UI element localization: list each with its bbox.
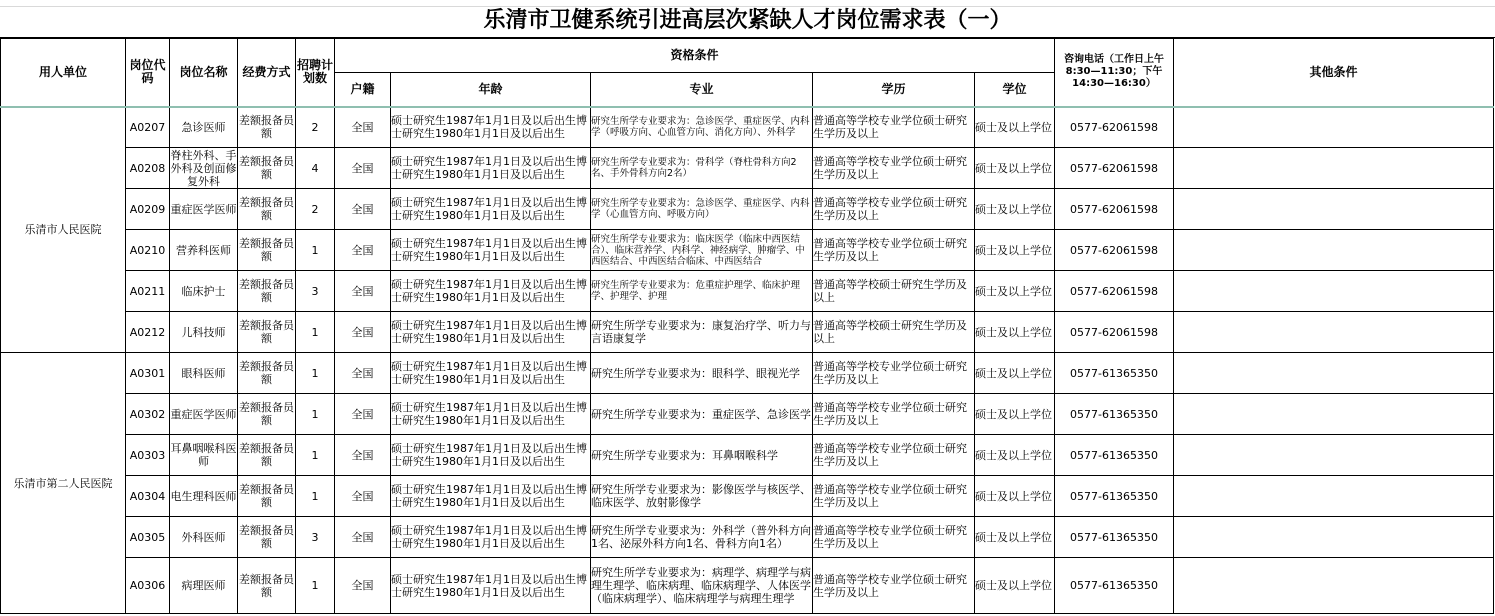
table-row xyxy=(1,435,1494,476)
cell-hukou: 全国 xyxy=(335,148,391,189)
cell-phone: 0577-62061598 xyxy=(1055,107,1174,148)
cell-post: 营养科医师 xyxy=(170,230,238,271)
table-row xyxy=(1,517,1494,558)
cell-age: 硕士研究生1987年1月1日及以后出生博士研究生1980年1月1日及以后出生 xyxy=(391,148,591,189)
header-education: 学历 xyxy=(813,73,975,107)
cell-other xyxy=(1174,148,1494,189)
cell-major: 研究生所学专业要求为：影像医学与核医学、临床医学、放射影像学 xyxy=(591,476,813,517)
cell-hukou: 全国 xyxy=(335,558,391,614)
cell-age: 硕士研究生1987年1月1日及以后出生博士研究生1980年1月1日及以后出生 xyxy=(391,476,591,517)
cell-funding: 差额报备员额 xyxy=(238,271,296,312)
cell-phone: 0577-62061598 xyxy=(1055,312,1174,353)
table-row xyxy=(1,476,1494,517)
cell-degree: 硕士及以上学位 xyxy=(975,476,1055,517)
cell-education: 普通高等学校专业学位硕士研究生学历及以上 xyxy=(813,107,975,148)
cell-age: 硕士研究生1987年1月1日及以后出生博士研究生1980年1月1日及以后出生 xyxy=(391,312,591,353)
cell-post: 脊柱外科、手外科及创面修复外科 xyxy=(170,148,237,188)
cell-education: 普通高等学校硕士研究生学历及以上 xyxy=(813,271,975,312)
cell-post: 眼科医师 xyxy=(170,353,238,394)
cell-major: 研究生所学专业要求为：外科学（普外科方向1名、泌尿外科方向1名、骨科方向1名） xyxy=(591,517,813,558)
cell-age: 硕士研究生1987年1月1日及以后出生博士研究生1980年1月1日及以后出生 xyxy=(391,558,591,614)
cell-degree: 硕士及以上学位 xyxy=(975,148,1055,189)
cell-funding: 差额报备员额 xyxy=(238,312,296,353)
cell-major: 研究生所学专业要求为：眼科学、眼视光学 xyxy=(591,353,813,394)
cell-hukou: 全国 xyxy=(335,230,391,271)
cell-age: 硕士研究生1987年1月1日及以后出生博士研究生1980年1月1日及以后出生 xyxy=(391,271,591,312)
table-row xyxy=(1,107,1494,148)
cell-other xyxy=(1174,189,1494,230)
cell-other xyxy=(1174,353,1494,394)
header-plan: 招聘计划数 xyxy=(296,39,335,107)
cell-funding: 差额报备员额 xyxy=(238,230,296,271)
cell-post: 临床护士 xyxy=(170,271,238,312)
cell-hukou: 全国 xyxy=(335,271,391,312)
cell-phone: 0577-61365350 xyxy=(1055,435,1174,476)
cell-hukou: 全国 xyxy=(335,517,391,558)
cell-education: 普通高等学校硕士研究生学历及以上 xyxy=(813,312,975,353)
cell-plan: 4 xyxy=(296,148,335,189)
cell-education: 普通高等学校专业学位硕士研究生学历及以上 xyxy=(813,435,975,476)
page-title: 乐清市卫健系统引进高层次紧缺人才岗位需求表（一） xyxy=(0,0,1495,38)
header-phone: 咨询电话（工作日上午8:30—11:30；下午14:30—16:30） xyxy=(1055,39,1174,107)
cell-plan: 1 xyxy=(296,394,335,435)
cell-education: 普通高等学校专业学位硕士研究生学历及以上 xyxy=(813,230,975,271)
header-funding: 经费方式 xyxy=(238,39,296,107)
cell-plan: 1 xyxy=(296,558,335,614)
cell-degree: 硕士及以上学位 xyxy=(975,271,1055,312)
header-post: 岗位名称 xyxy=(170,39,238,107)
cell-degree: 硕士及以上学位 xyxy=(975,517,1055,558)
header-hukou: 户籍 xyxy=(335,73,391,107)
cell-plan: 3 xyxy=(296,517,335,558)
cell-plan: 1 xyxy=(296,353,335,394)
table-row xyxy=(1,230,1494,271)
cell-education: 普通高等学校专业学位硕士研究生学历及以上 xyxy=(813,353,975,394)
cell-age: 硕士研究生1987年1月1日及以后出生博士研究生1980年1月1日及以后出生 xyxy=(391,394,591,435)
cell-phone: 0577-61365350 xyxy=(1055,476,1174,517)
cell-other xyxy=(1174,271,1494,312)
cell-major: 研究生所学专业要求为：骨科学（脊柱骨科方向2名、手外骨科方向2名） xyxy=(591,148,813,189)
cell-funding: 差额报备员额 xyxy=(238,394,296,435)
cell-other xyxy=(1174,230,1494,271)
cell-degree: 硕士及以上学位 xyxy=(975,312,1055,353)
cell-plan: 3 xyxy=(296,271,335,312)
cell-funding: 差额报备员额 xyxy=(238,517,296,558)
table-row xyxy=(1,394,1494,435)
cell-funding: 差额报备员额 xyxy=(238,353,296,394)
cell-code: A0212 xyxy=(126,312,170,353)
cell-age: 硕士研究生1987年1月1日及以后出生博士研究生1980年1月1日及以后出生 xyxy=(391,107,591,148)
cell-major: 研究生所学专业要求为：康复治疗学、听力与言语康复学 xyxy=(591,312,813,353)
cell-other xyxy=(1174,312,1494,353)
cell-other xyxy=(1174,476,1494,517)
cell-code: A0208 xyxy=(126,148,170,189)
table-row xyxy=(1,312,1494,353)
cell-post: 儿科技师 xyxy=(170,312,238,353)
table-row xyxy=(1,558,1494,614)
cell-hukou: 全国 xyxy=(335,353,391,394)
cell-degree: 硕士及以上学位 xyxy=(975,394,1055,435)
cell-funding: 差额报备员额 xyxy=(238,148,296,189)
cell-code: A0207 xyxy=(126,107,170,148)
cell-age: 硕士研究生1987年1月1日及以后出生博士研究生1980年1月1日及以后出生 xyxy=(391,435,591,476)
cell-degree: 硕士及以上学位 xyxy=(975,353,1055,394)
cell-funding: 差额报备员额 xyxy=(238,107,296,148)
cell-age: 硕士研究生1987年1月1日及以后出生博士研究生1980年1月1日及以后出生 xyxy=(391,189,591,230)
job-requirements-table xyxy=(0,38,1494,614)
cell-hukou: 全国 xyxy=(335,476,391,517)
cell-education: 普通高等学校专业学位硕士研究生学历及以上 xyxy=(813,476,975,517)
cell-plan: 1 xyxy=(296,435,335,476)
cell-phone: 0577-62061598 xyxy=(1055,230,1174,271)
header-unit: 用人单位 xyxy=(1,39,126,107)
cell-post: 病理医师 xyxy=(170,558,238,614)
unit-name: 乐清市第二人民医院 xyxy=(1,353,126,614)
header-qualifications: 资格条件 xyxy=(335,39,1055,73)
cell-phone: 0577-62061598 xyxy=(1055,148,1174,189)
table-body xyxy=(1,107,1494,614)
cell-hukou: 全国 xyxy=(335,312,391,353)
table-row xyxy=(1,189,1494,230)
header-degree: 学位 xyxy=(975,73,1055,107)
cell-code: A0305 xyxy=(126,517,170,558)
cell-degree: 硕士及以上学位 xyxy=(975,230,1055,271)
cell-other xyxy=(1174,394,1494,435)
cell-major: 研究生所学专业要求为：急诊医学、重症医学、内科学（呼吸方向、心血管方向、消化方向）、外科学 xyxy=(591,107,813,148)
cell-post: 电生理科医师 xyxy=(170,476,238,517)
cell-code: A0302 xyxy=(126,394,170,435)
cell-age: 硕士研究生1987年1月1日及以后出生博士研究生1980年1月1日及以后出生 xyxy=(391,353,591,394)
cell-other xyxy=(1174,558,1494,614)
cell-education: 普通高等学校专业学位硕士研究生学历及以上 xyxy=(813,394,975,435)
cell-phone: 0577-62061598 xyxy=(1055,271,1174,312)
cell-degree: 硕士及以上学位 xyxy=(975,435,1055,476)
cell-plan: 1 xyxy=(296,230,335,271)
cell-major: 研究生所学专业要求为：病理学、病理学与病理生理学、临床病理、临床病理学、人体医学（临床病理学）、临床病理学与病理生理学 xyxy=(591,558,813,614)
cell-code: A0306 xyxy=(126,558,170,614)
cell-major: 研究生所学专业要求为：重症医学、急诊医学 xyxy=(591,394,813,435)
cell-other xyxy=(1174,107,1494,148)
cell-code: A0211 xyxy=(126,271,170,312)
cell-age: 硕士研究生1987年1月1日及以后出生博士研究生1980年1月1日及以后出生 xyxy=(391,517,591,558)
cell-education: 普通高等学校专业学位硕士研究生学历及以上 xyxy=(813,189,975,230)
cell-hukou: 全国 xyxy=(335,189,391,230)
cell-age: 硕士研究生1987年1月1日及以后出生博士研究生1980年1月1日及以后出生 xyxy=(391,230,591,271)
cell-other xyxy=(1174,435,1494,476)
cell-hukou: 全国 xyxy=(335,435,391,476)
cell-code: A0210 xyxy=(126,230,170,271)
cell-education: 普通高等学校专业学位硕士研究生学历及以上 xyxy=(813,517,975,558)
header-code: 岗位代码 xyxy=(126,39,170,107)
table-row xyxy=(1,353,1494,394)
cell-funding: 差额报备员额 xyxy=(238,558,296,614)
cell-degree: 硕士及以上学位 xyxy=(975,107,1055,148)
cell-plan: 2 xyxy=(296,107,335,148)
cell-code: A0304 xyxy=(126,476,170,517)
cell-education: 普通高等学校专业学位硕士研究生学历及以上 xyxy=(813,558,975,614)
cell-hukou: 全国 xyxy=(335,107,391,148)
cell-code: A0209 xyxy=(126,189,170,230)
cell-funding: 差额报备员额 xyxy=(238,476,296,517)
table-row xyxy=(1,148,1494,189)
unit-name: 乐清市人民医院 xyxy=(1,107,126,353)
cell-code: A0301 xyxy=(126,353,170,394)
cell-hukou: 全国 xyxy=(335,394,391,435)
cell-post: 急诊医师 xyxy=(170,107,238,148)
cell-phone: 0577-61365350 xyxy=(1055,558,1174,614)
cell-plan: 2 xyxy=(296,189,335,230)
cell-funding: 差额报备员额 xyxy=(238,435,296,476)
cell-other xyxy=(1174,517,1494,558)
cell-phone: 0577-61365350 xyxy=(1055,394,1174,435)
cell-major: 研究生所学专业要求为：耳鼻咽喉科学 xyxy=(591,435,813,476)
cell-degree: 硕士及以上学位 xyxy=(975,558,1055,614)
cell-phone: 0577-61365350 xyxy=(1055,517,1174,558)
cell-plan: 1 xyxy=(296,476,335,517)
cell-phone: 0577-61365350 xyxy=(1055,353,1174,394)
table-row xyxy=(1,271,1494,312)
cell-major: 研究生所学专业要求为：危重症护理学、临床护理学、护理学、护理 xyxy=(591,271,813,312)
header-other: 其他条件 xyxy=(1174,39,1494,107)
cell-post: 耳鼻咽喉科医师 xyxy=(170,435,238,476)
cell-post: 重症医学医师 xyxy=(170,189,238,230)
cell-plan: 1 xyxy=(296,312,335,353)
header-major: 专业 xyxy=(591,73,813,107)
cell-major: 研究生所学专业要求为：临床医学（临床中西医结合）、临床营养学、内科学、神经病学、肿瘤学、中西医结合、中西医结合临床、中西医结合 xyxy=(591,230,813,271)
cell-education: 普通高等学校专业学位硕士研究生学历及以上 xyxy=(813,148,975,189)
cell-degree: 硕士及以上学位 xyxy=(975,189,1055,230)
cell-phone: 0577-62061598 xyxy=(1055,189,1174,230)
cell-funding: 差额报备员额 xyxy=(238,189,296,230)
header-age: 年龄 xyxy=(391,73,591,107)
cell-post: 重症医学医师 xyxy=(170,394,238,435)
cell-code: A0303 xyxy=(126,435,170,476)
cell-post: 外科医师 xyxy=(170,517,238,558)
cell-major: 研究生所学专业要求为：急诊医学、重症医学、内科学（心血管方向、呼吸方向） xyxy=(591,189,813,230)
